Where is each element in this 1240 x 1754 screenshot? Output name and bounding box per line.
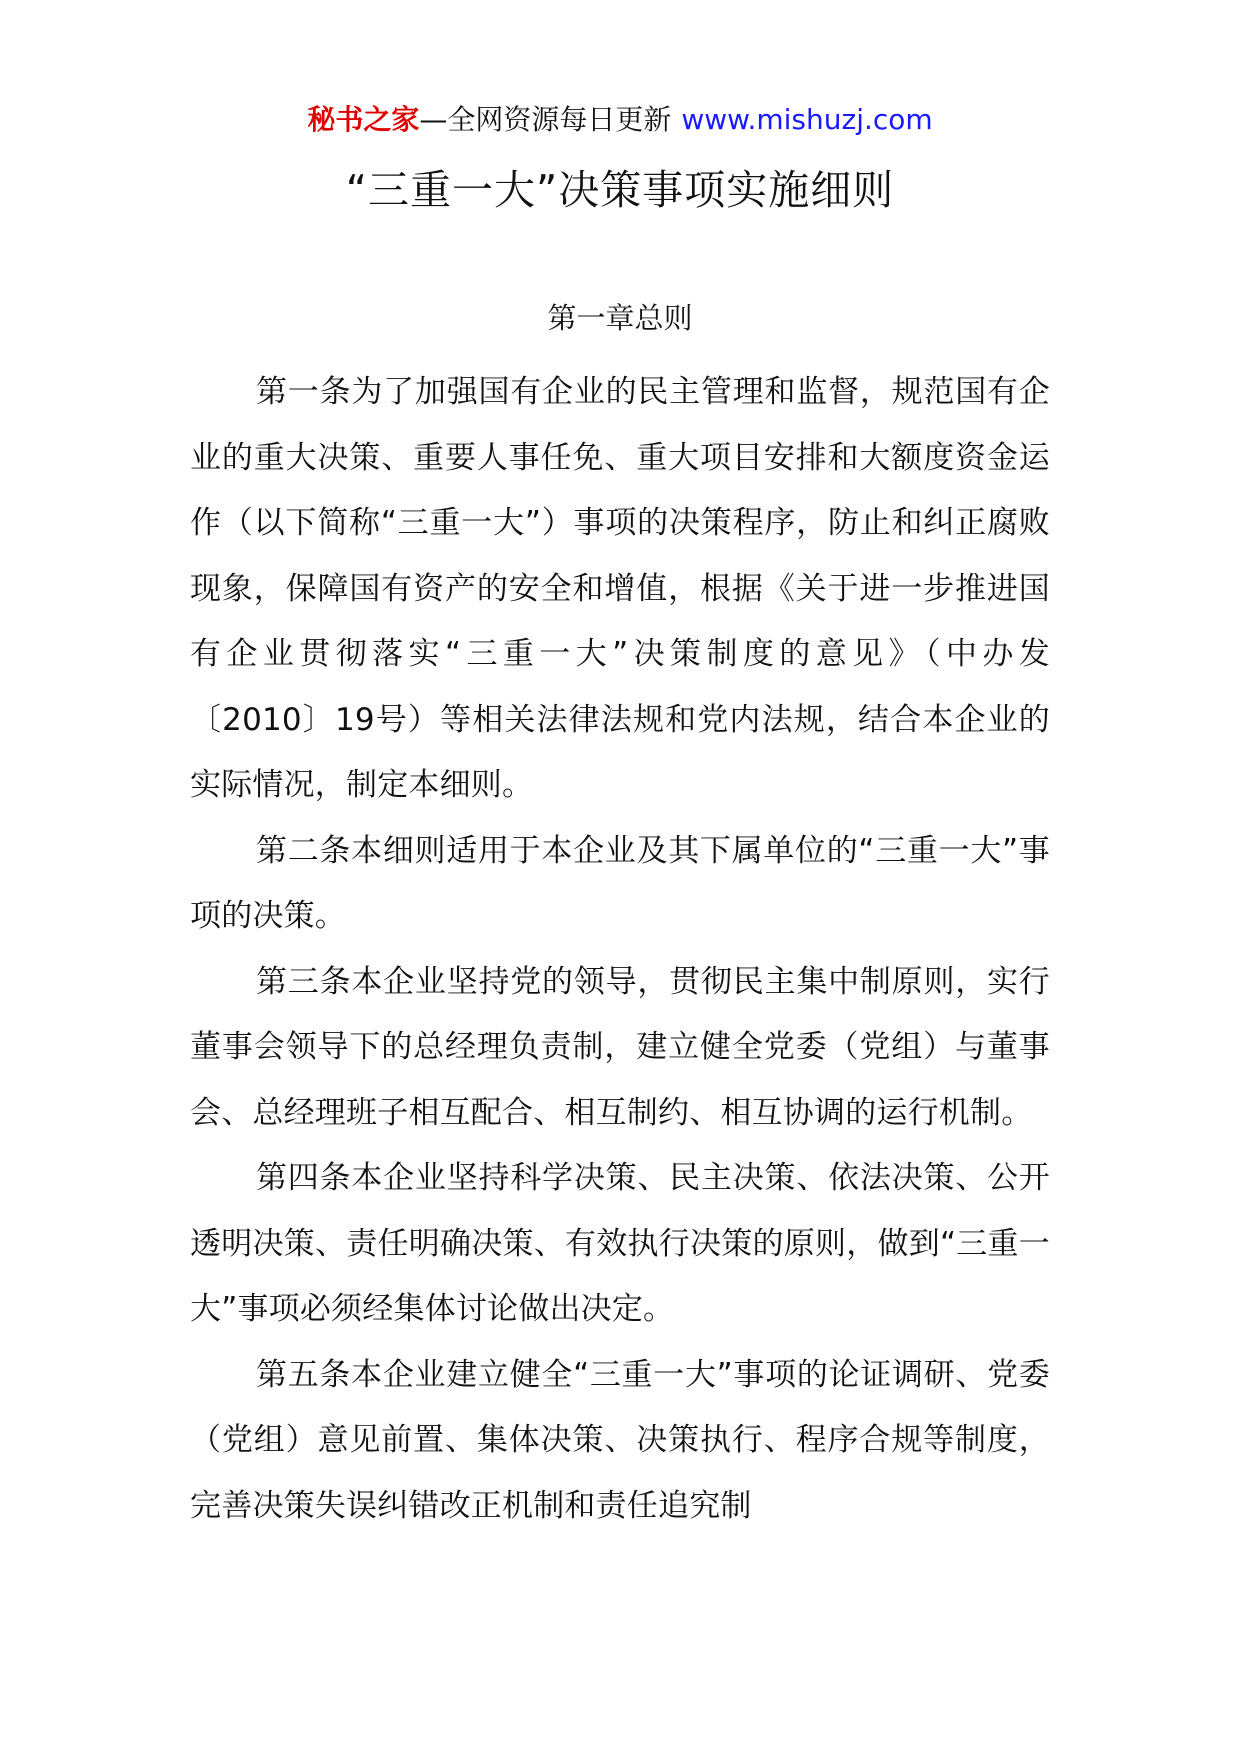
article-5-paragraph: 第五条本企业建立健全“三重一大”事项的论证调研、党委（党组）意见前置、集体决策、决策执行、程序合规等制度，完善决策失误纠错改正机制和责任追究制 <box>190 1356 1050 1524</box>
chapter-heading: 第一章总则 <box>547 301 693 335</box>
article-3-paragraph: 第三条本企业坚持党的领导，贯彻民主集中制原则，实行董事会领导下的总经理负责制，建立健全党委（党组）与董事会、总经理班子相互配合、相互制约、相互协调的运行机制。 <box>190 963 1050 1131</box>
site-banner <box>0 100 1240 140</box>
article-4-paragraph: 第四条本企业坚持科学决策、民主决策、依法决策、公开透明决策、责任明确决策、有效执行决策的原则，做到“三重一大”事项必须经集体讨论做出决定。 <box>190 1160 1050 1327</box>
site-url-link[interactable]: www.mishuzj.com <box>681 103 933 136</box>
banner-tagline: —全网资源每日更新 <box>419 103 672 136</box>
document-title: “三重一大”决策事项实施细则 <box>345 166 895 214</box>
article-2-paragraph: 第二条本细则适用于本企业及其下属单位的“三重一大”事项的决策。 <box>190 832 1050 934</box>
document-body <box>190 360 1050 1539</box>
brand-name: 秘书之家 <box>307 103 420 136</box>
article-1-paragraph: 第一条为了加强国有企业的民主管理和监督，规范国有企业的重大决策、重要人事任免、重大项目安排和大额度资金运作（以下简称“三重一大”）事项的决策程序，防止和纠正腐败现象，保障国有资产的安全和增值，根据《关于进一步推进国有企业贯彻落实“三重一大”决策制度的意见》（中办发〔2010〕19号）等相关法律法规和党内法规，结合本企业的实际情况，制定本细则。 <box>190 374 1050 803</box>
